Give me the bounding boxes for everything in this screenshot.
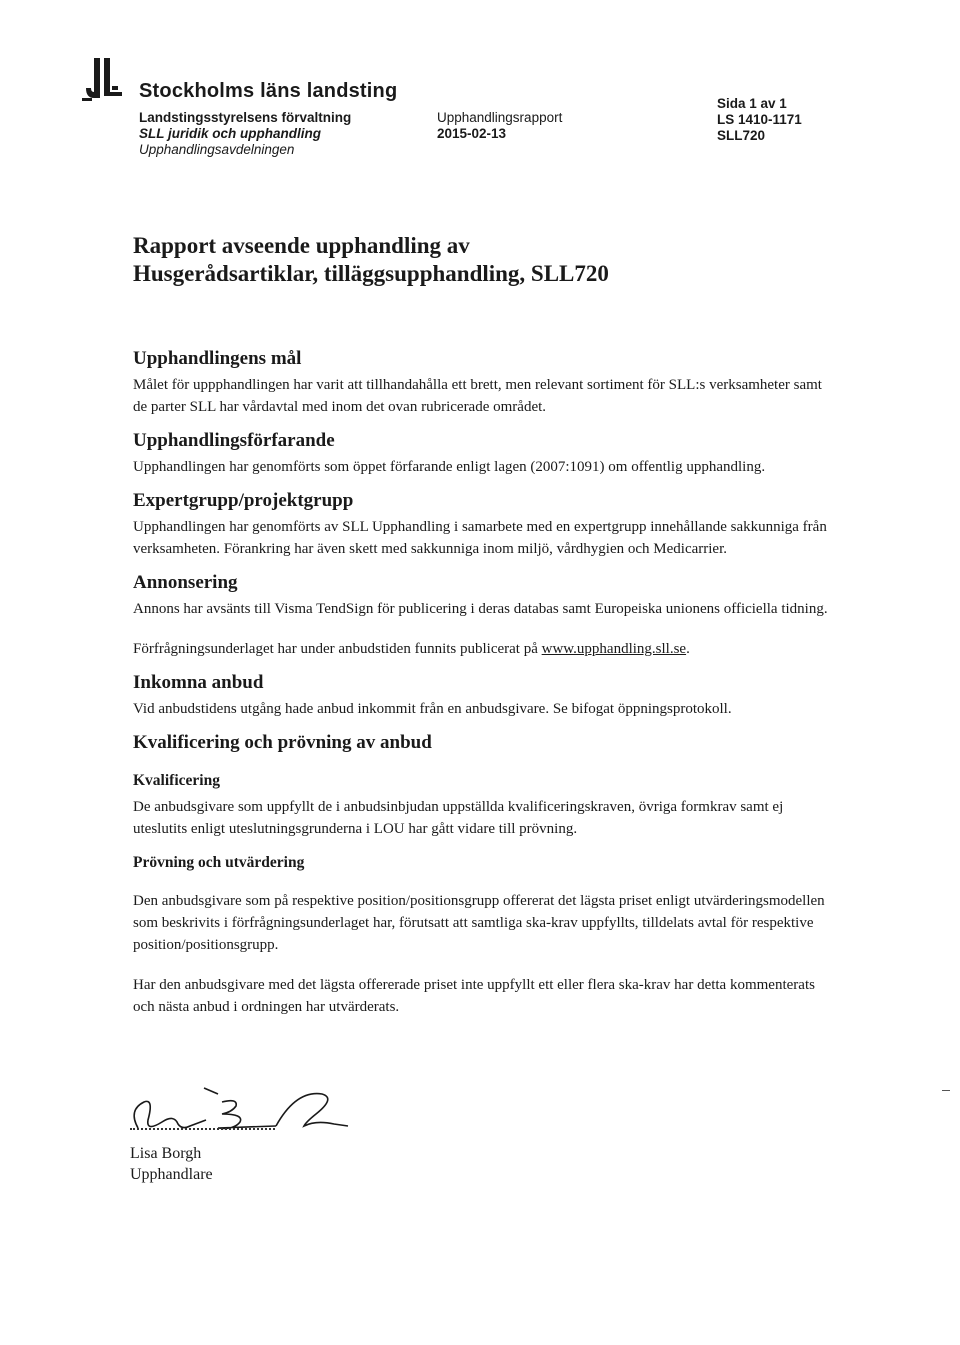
subheading-provning: Prövning och utvärdering — [133, 854, 305, 871]
header-doc-type: Upphandlingsrapport — [437, 110, 563, 125]
reference-number: LS 1410-1171 — [717, 112, 802, 127]
section-text-forfarande: Upphandlingen har genomförts som öppet förfarande enligt lagen (2007:1091) om offentlig upphandling. — [133, 459, 766, 475]
report-title — [133, 232, 833, 288]
page-number: Sida 1 av 1 — [717, 96, 787, 111]
header-right — [717, 96, 802, 144]
header-date: 2015-02-13 — [437, 126, 507, 141]
section-heading-expert: Expertgrupp/projektgrupp — [133, 490, 354, 511]
signature-line — [130, 1128, 275, 1130]
section-heading-annonsering: Annonsering — [133, 572, 238, 593]
header-department: Landstingsstyrelsens förvaltning — [139, 110, 352, 125]
signatory-role: Upphandlare — [130, 1166, 213, 1183]
signatory — [130, 1143, 213, 1185]
header-middle — [437, 110, 562, 142]
handwritten-signature — [126, 1080, 356, 1145]
document-body — [133, 232, 833, 1018]
section-text-mal: Målet för uppphandlingen har varit att tillhandahålla ett brett, men relevant sortiment för SLL:s verksamheter samt de parter SLL har vårdavtal med inom det ovan rubricerade området. — [133, 377, 822, 415]
margin-mark — [942, 1090, 950, 1091]
header-division: Upphandlingsavdelningen — [139, 142, 295, 157]
sll-logo-icon — [82, 58, 136, 108]
subheading-kvalificering: Kvalificering — [133, 772, 220, 789]
text-provning-1: Den anbudsgivare som på respektive position/positionsgrupp offererat det lägsta priset enligt utvärderingsmodellen som beskrivits i förfrågningsunderlaget har, förutsatt att samtliga ska-krav uppfyllts, tilldelats avtal för respektive position/positionsgrupp. — [133, 893, 825, 953]
organization-name: Stockholms läns landsting — [139, 80, 398, 102]
section-text-expert: Upphandlingen har genomförts av SLL Upphandling i samarbete med en expertgrupp innehållande sakkunniga från verksamheten. Förankring har även skett med sakkunniga inom miljö, vårdhygien och Medicarrier. — [133, 519, 827, 557]
section-heading-kvalificering: Kvalificering och prövning av anbud — [133, 732, 432, 753]
publicering-text: Förfrågningsunderlaget har under anbudstiden funnits publicerat på — [133, 641, 542, 657]
header-left — [139, 110, 351, 158]
procurement-code: SLL720 — [717, 128, 766, 143]
section-text-publicering — [133, 638, 833, 660]
header-unit: SLL juridik och upphandling — [139, 126, 321, 141]
text-provning-2: Har den anbudsgivare med det lägsta offererade priset inte uppfyllt ett eller flera ska-krav har detta kommenterats och nästa anbud i ordningen har utvärderats. — [133, 977, 815, 1015]
text-kvalificering: De anbudsgivare som uppfyllt de i anbudsinbjudan uppställda kvalificeringskraven, övriga formkrav samt ej uteslutits enligt uteslutningsgrunderna i LOU har gått vidare till prövning. — [133, 799, 784, 837]
section-heading-forfarande: Upphandlingsförfarande — [133, 430, 335, 451]
report-title-line1: Rapport avseende upphandling av — [133, 233, 470, 258]
section-text-inkomna: Vid anbudstidens utgång hade anbud inkommit från en anbudsgivare. Se bifogat öppningsprotokoll. — [133, 701, 732, 717]
section-heading-inkomna: Inkomna anbud — [133, 672, 264, 693]
signatory-name: Lisa Borgh — [130, 1145, 202, 1162]
section-heading-mal: Upphandlingens mål — [133, 348, 302, 369]
procurement-link[interactable]: www.upphandling.sll.se — [541, 641, 687, 657]
section-text-annonsering: Annons har avsänts till Visma TendSign för publicering i deras databas samt Europeiska unionens officiella tidning. — [133, 601, 828, 617]
report-title-line2: Husgerådsartiklar, tilläggsupphandling, SLL720 — [133, 261, 609, 286]
publicering-suffix: . — [686, 641, 690, 657]
